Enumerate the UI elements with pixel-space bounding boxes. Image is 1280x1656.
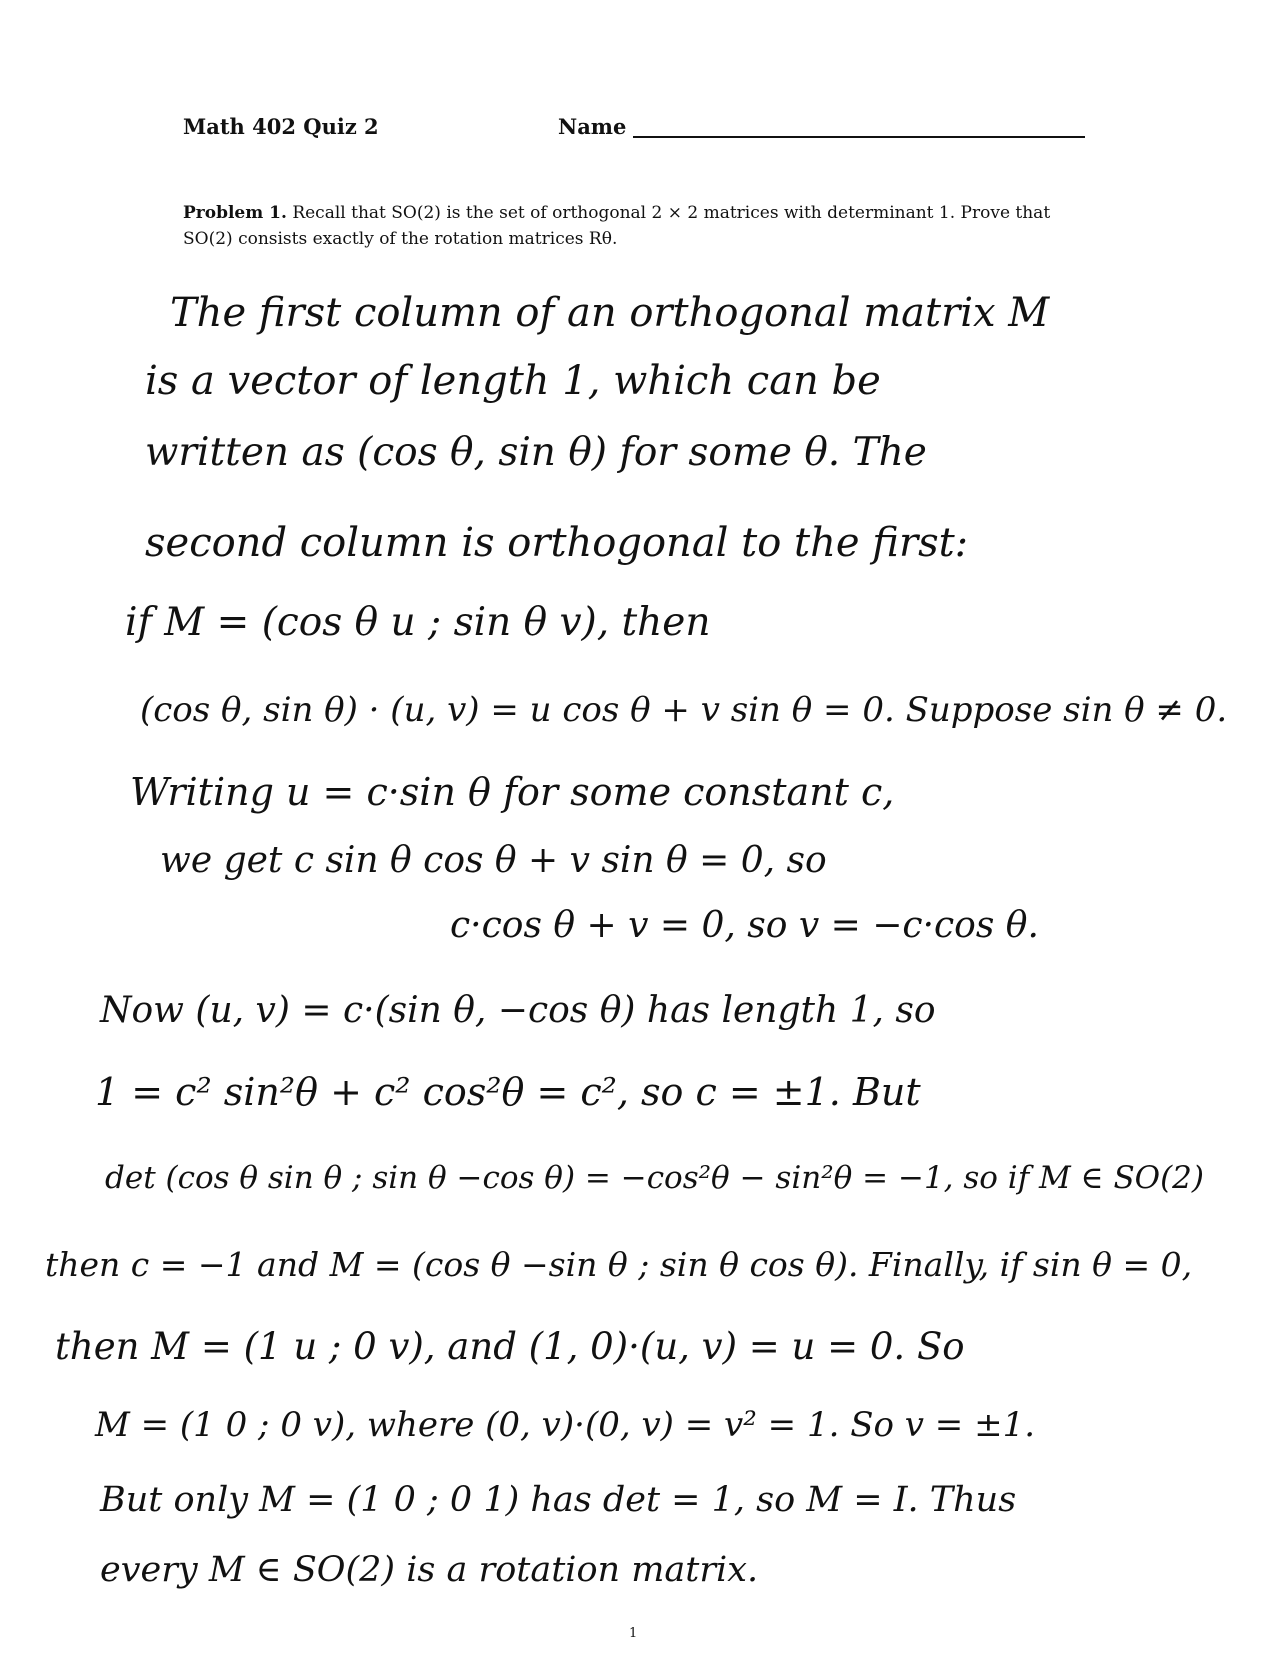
solution-line-17: every M ∈ SO(2) is a rotation matrix.: [100, 1550, 759, 1590]
solution-line-4: second column is orthogonal to the first:: [145, 520, 969, 566]
solution-line-16: But only M = (1 0 ; 0 1) has det = 1, so M = I. Thus: [100, 1480, 1017, 1520]
problem-label: Problem 1.: [183, 203, 287, 223]
solution-line-1: The first column of an orthogonal matrix M: [170, 290, 1050, 336]
solution-line-7: Writing u = c·sin θ for some constant c,: [130, 770, 895, 814]
solution-line-11: 1 = c² sin²θ + c² cos²θ = c², so c = ±1. But: [95, 1070, 921, 1114]
problem-statement: Recall that SO(2) is the set of orthogonal 2 × 2 matrices with determinant 1. Prove that SO(2) consists exactly of the rotation matrices Rθ.: [183, 203, 1051, 249]
solution-line-3: written as (cos θ, sin θ) for some θ. The: [145, 430, 927, 475]
problem-1: [183, 200, 1083, 252]
solution-line-14: then M = (1 u ; 0 v), and (1, 0)·(u, v) = u = 0. So: [55, 1325, 965, 1368]
solution-line-10: Now (u, v) = c·(sin θ, −cos θ) has length 1, so: [100, 990, 936, 1031]
solution-line-5: if M = (cos θ u ; sin θ v), then: [125, 600, 711, 645]
solution-line-2: is a vector of length 1, which can be: [145, 358, 881, 404]
solution-line-9: c·cos θ + v = 0, so v = −c·cos θ.: [450, 905, 1039, 946]
course-title: Math 402 Quiz 2: [183, 114, 379, 139]
solution-line-13: then c = −1 and M = (cos θ −sin θ ; sin θ cos θ). Finally, if sin θ = 0,: [45, 1245, 1193, 1284]
solution-line-6: (cos θ, sin θ) · (u, v) = u cos θ + v sin θ = 0. Suppose sin θ ≠ 0.: [140, 690, 1228, 730]
name-label: Name: [558, 114, 627, 139]
solution-line-8: we get c sin θ cos θ + v sin θ = 0, so: [160, 840, 827, 881]
solution-line-15: M = (1 0 ; 0 v), where (0, v)·(0, v) = v² = 1. So v = ±1.: [95, 1405, 1036, 1445]
solution-line-12: det (cos θ sin θ ; sin θ −cos θ) = −cos²θ − sin²θ = −1, so if M ∈ SO(2): [105, 1160, 1205, 1196]
page-number: 1: [629, 1626, 638, 1641]
name-blank-line: [633, 136, 1085, 138]
